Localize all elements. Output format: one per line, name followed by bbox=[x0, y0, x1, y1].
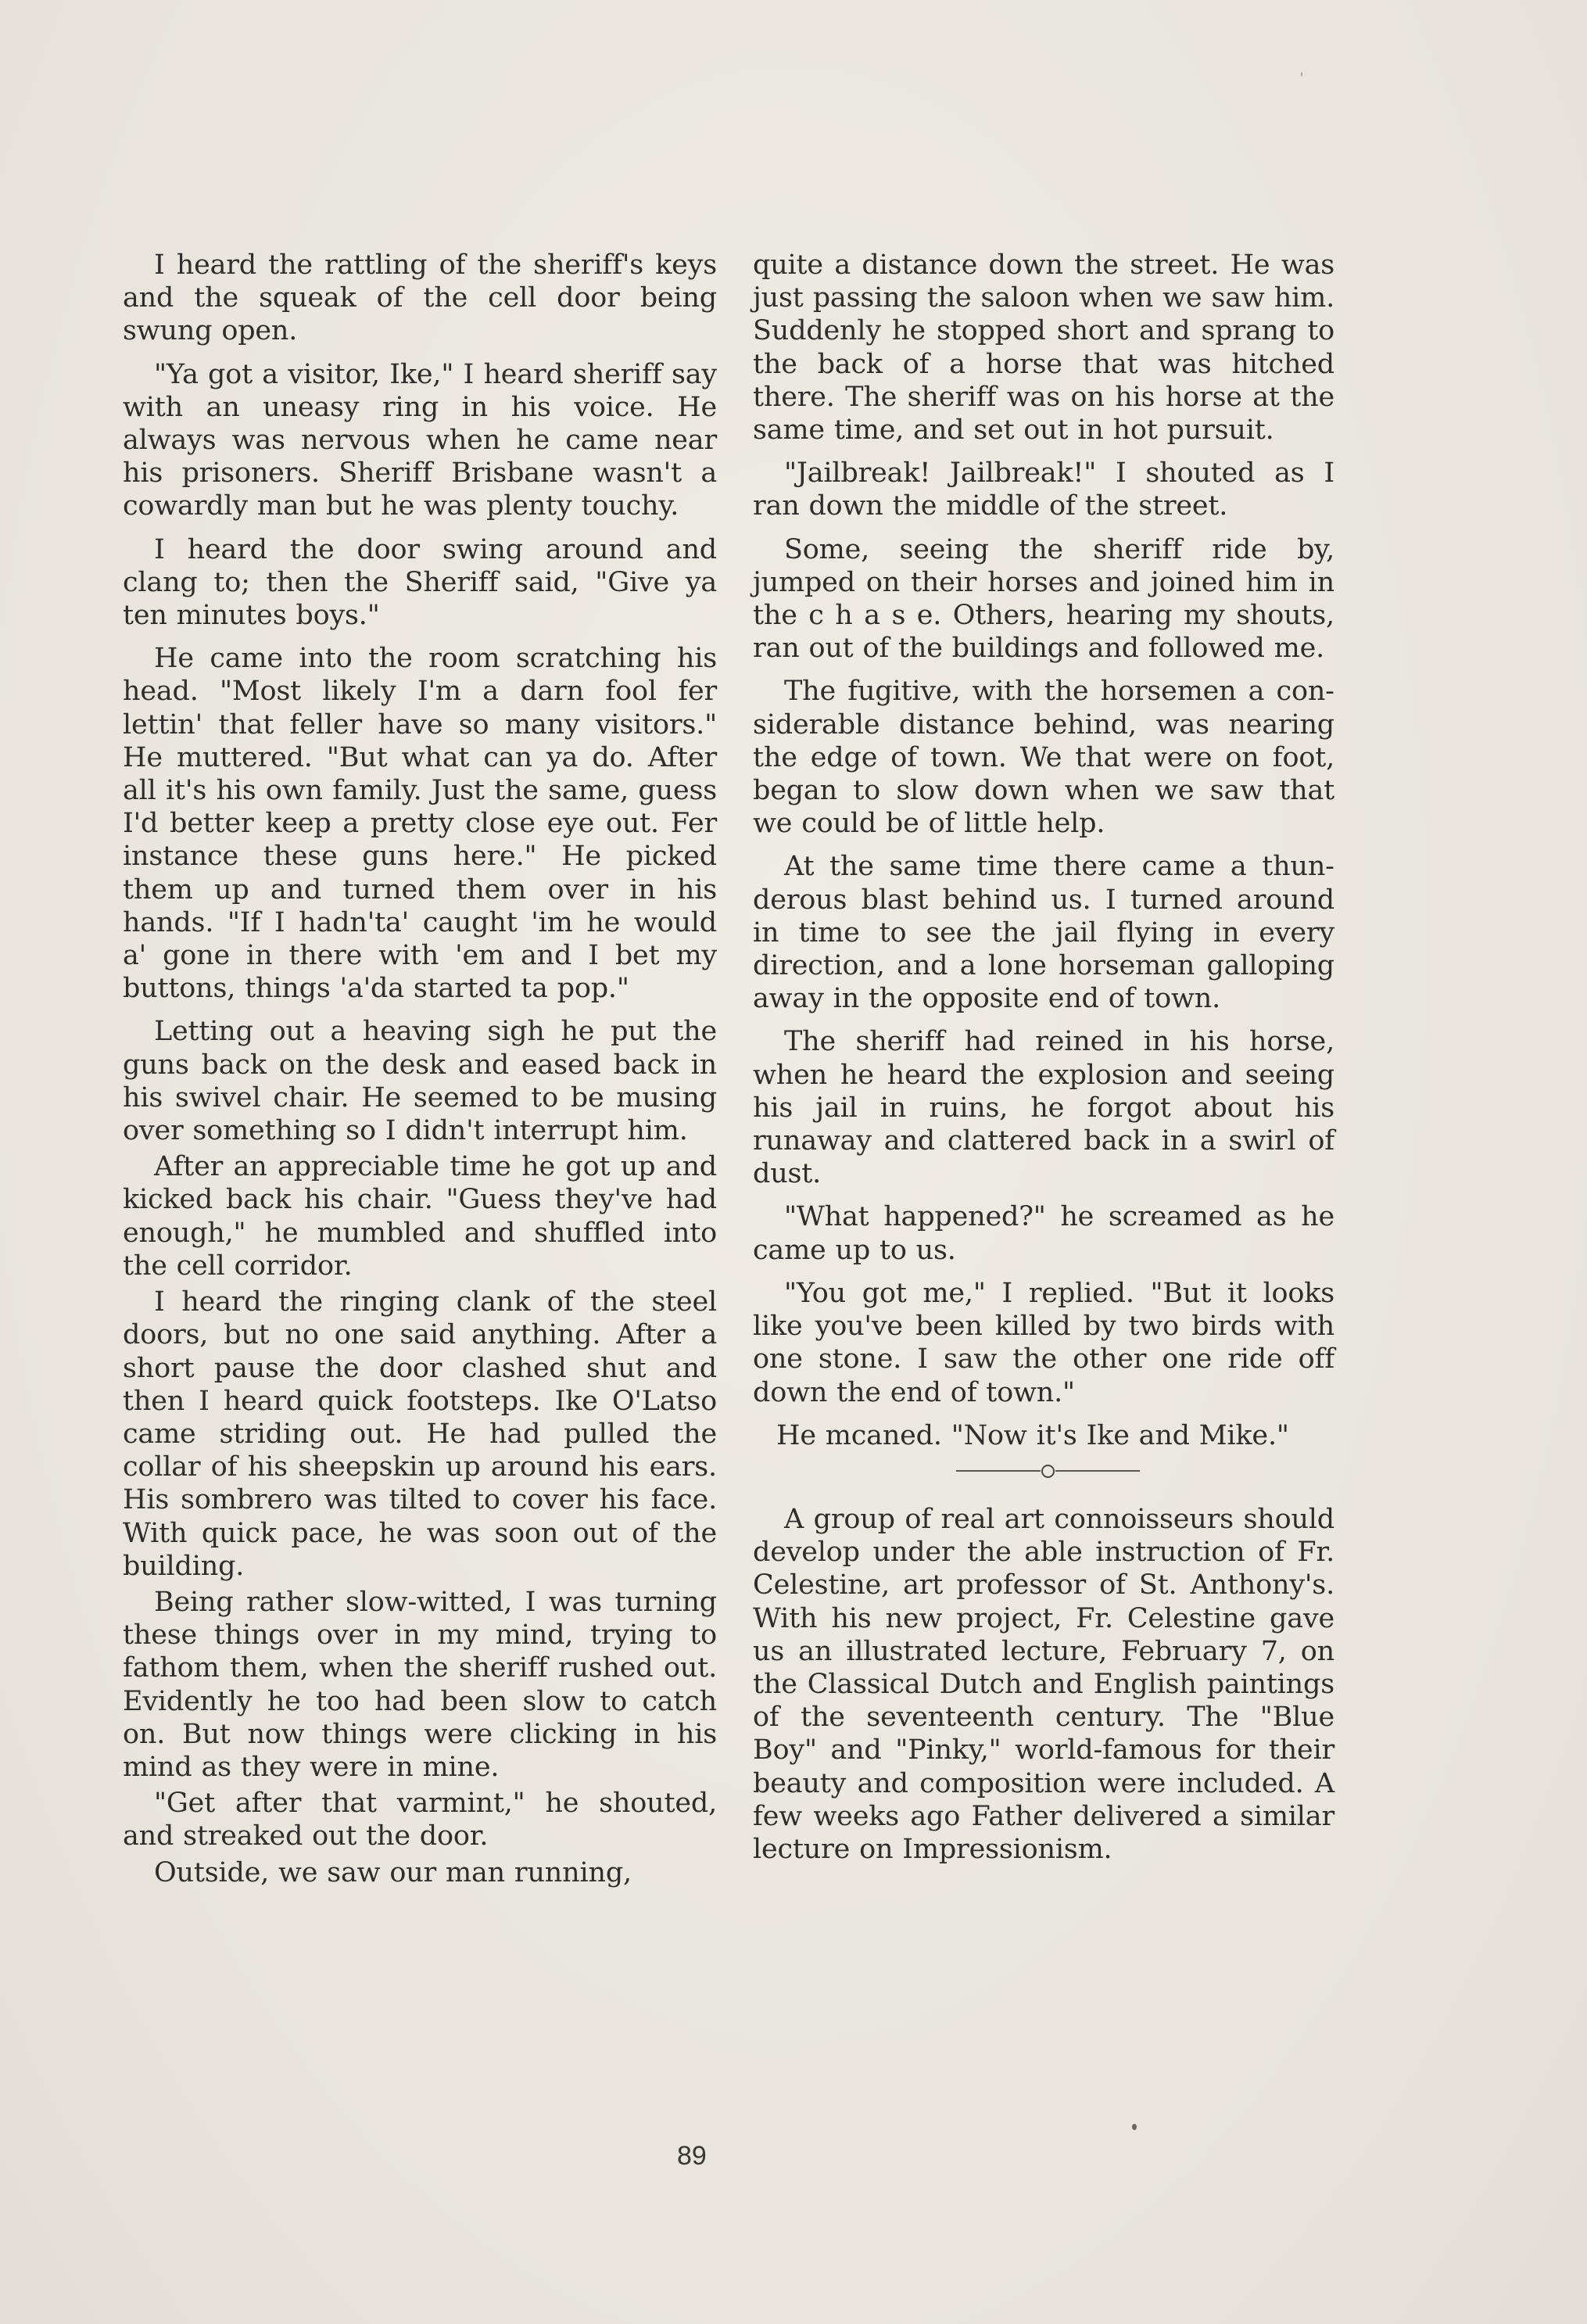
story-paragraph: Outside, we saw our man running, bbox=[154, 1856, 632, 1888]
story-paragraph: "Ya got a visitor, Ike," I heard sheriff say with an uneasy ring in his voice. He always was nervous when he came near his prisoners. Sheriff Brisbane wasn't a cowardly man but he was plenty touchy. bbox=[123, 358, 717, 522]
paper-speck bbox=[1301, 72, 1302, 77]
story-paragraph: I heard the door swing around and clang to; then the Sheriff said, "Give ya ten minutes boys." bbox=[123, 533, 717, 632]
separator-rule-left bbox=[956, 1470, 1041, 1472]
news-item-paragraph: A group of real art connoisseurs should develop under the able instruction of Fr. Celestine, art professor of St. Anthony's. With his new project, Fr. Celestine gave us an illustrated lecture, February 7, on the Classical Dutch and English paintings of the seventeenth century. The "Blue Boy" and "Pinky," world-famous for their beauty and composition were included. A few weeks ago Father delivered a similar lecture on Impressionism. bbox=[753, 1503, 1334, 1865]
story-paragraph: "What happened?" he screamed as he came up to us. bbox=[753, 1201, 1334, 1266]
story-paragraph: After an appreciable time he got up and kicked back his chair. "Guess they've had enough," he mumbled and shuffled into the cell corridor. bbox=[123, 1151, 717, 1282]
section-separator bbox=[753, 1459, 1334, 1483]
separator-circle-icon bbox=[1041, 1465, 1055, 1478]
left-column bbox=[123, 249, 717, 1892]
story-paragraph: "You got me," I replied. "But it looks like you've been killed by two birds with one stone. I saw the other one ride off down the end of town." bbox=[753, 1277, 1334, 1408]
story-paragraph: I heard the ringing clank of the steel doors, but no one said anything. After a short pause the door clashed shut and then I heard quick footsteps. Ike O'Latso came striding out. He had pulled the collar of his sheepskin up around his ears. His sombrero was tilted to cover his face. With quick pace, he was soon out of the building. bbox=[123, 1286, 717, 1582]
story-paragraph: I heard the rattling of the sheriff's keys and the squeak of the cell door being swung open. bbox=[123, 249, 717, 347]
story-paragraph: Some, seeing the sheriff ride by, jumped on their horses and joined him in the c h a s e. Others, hearing my shouts, ran out of the buildings and followed me. bbox=[753, 533, 1334, 665]
separator-rule-right bbox=[1055, 1470, 1140, 1472]
story-paragraph: The fugitive, with the horsemen a considerable distance behind, was nearing the edge of town. We that were on foot, began to slow down when we saw that we could be of little help. bbox=[753, 676, 1334, 840]
story-paragraph: He came into the room scratching his head. "Most likely I'm a darn fool fer lettin' that feller have so many visitors." He muttered. "But what can ya do. After all it's his own family. Just the same, guess I'd better keep a pretty close eye out. Fer instance these guns here." He picked them up and turned them over in his hands. "If I hadn'ta' caught 'im he would a' gone in there with 'em and I bet my buttons, things 'a'da started ta pop." bbox=[123, 643, 717, 1005]
story-closing-line: He mcaned. "Now it's Ike and Mike." bbox=[776, 1419, 1289, 1451]
paper-speck bbox=[1132, 2124, 1137, 2130]
story-paragraph: The sheriff had reined in his horse, when he heard the explosion and seeing his jail in ruins, he forgot about his runaway and clattered back in a swirl of dust. bbox=[753, 1026, 1334, 1190]
story-paragraph: "Get after that varmint," he shouted, and streaked out the door. bbox=[123, 1788, 717, 1852]
story-paragraph: quite a distance down the street. He was just passing the saloon when we saw him. Suddenly he stopped short and sprang to the back of a horse that was hitched there. The sheriff was on his horse at the same time, and set out in hot pursuit. bbox=[753, 249, 1334, 447]
story-paragraph: Being rather slow-witted, I was turning these things over in my mind, trying to fathom them, when the sheriff rushed out. Evidently he too had been slow to catch on. But now things were clicking in his mind as they were in mine. bbox=[123, 1586, 717, 1783]
page-number: 89 bbox=[677, 2141, 707, 2171]
story-paragraph: Letting out a heaving sigh he put the guns back on the desk and eased back in his swivel chair. He seemed to be musing over something so I didn't interrupt him. bbox=[123, 1016, 717, 1147]
right-column bbox=[753, 249, 1334, 1876]
story-paragraph: "Jailbreak! Jailbreak!" I shouted as I ran down the middle of the street. bbox=[753, 457, 1334, 522]
story-paragraph: At the same time there came a thunderous blast behind us. I turned around in time to see the jail flying in every direction, and a lone horseman galloping away in the opposite end of town. bbox=[753, 851, 1334, 1015]
